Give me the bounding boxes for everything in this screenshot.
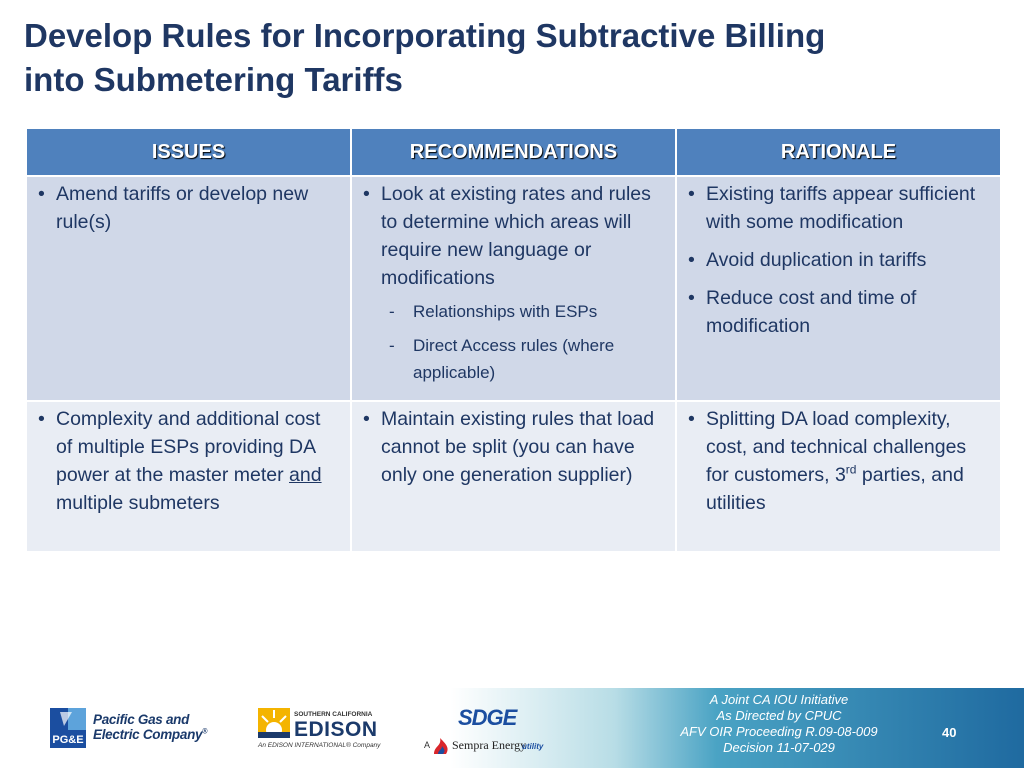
edison-name: EDISON (294, 718, 378, 741)
pge-line-1: Pacific Gas and (93, 712, 190, 727)
list-item (685, 405, 992, 517)
cell-recommendations (351, 176, 676, 401)
sempra-flame-icon (430, 736, 454, 756)
list-item: • Maintain existing rules that load cannot be split (you can have only one generation supplier) (360, 405, 667, 489)
table-row (26, 176, 1001, 401)
header-issues: ISSUES (26, 128, 351, 176)
list-item: • Amend tariffs or develop new rule(s) (35, 180, 342, 236)
cell-issues (26, 401, 351, 552)
initiative-line: As Directed by CPUC (716, 708, 842, 723)
issues-table (25, 127, 1002, 553)
text-part: Splitting DA load complexity, cost, and technical challenges for customers, 3 (706, 408, 967, 486)
initiative-line: Decision 11-07-029 (723, 740, 835, 755)
page-number: 40 (942, 725, 957, 740)
list-item (35, 405, 342, 517)
list-item: • Reduce cost and time of modification (685, 284, 992, 340)
pge-company-name (93, 712, 207, 742)
title-line-1: Develop Rules for Incorporating Subtractive Billing (24, 17, 826, 54)
pge-reg: ® (202, 728, 208, 736)
edison-sun-logo-icon (258, 708, 290, 738)
sempra-utility: utility (522, 742, 544, 751)
slide-title (24, 14, 984, 102)
initiative-line: AFV OIR Proceeding R.09-08-009 (680, 724, 878, 739)
title-line-2: into Submetering Tariffs (24, 61, 403, 98)
text-part: parties, and utilities (706, 464, 964, 514)
table-row (26, 401, 1001, 552)
text-part: multiple submeters (56, 492, 220, 514)
sub-list-item: - Relationships with ESPs (381, 298, 667, 325)
list-item: • Avoid duplication in tariffs (685, 246, 992, 274)
cell-rationale (676, 176, 1001, 401)
pge-line-2: Electric Company (93, 727, 203, 742)
initiative-notice (654, 692, 904, 756)
sdge-logo: SDGE (458, 705, 517, 730)
cell-rationale (676, 401, 1001, 552)
table-header-row (26, 128, 1001, 176)
cell-issues (26, 176, 351, 401)
cell-recommendations (351, 401, 676, 552)
text-part: Complexity and additional cost of multiple ESPs providing DA power at the master meter (56, 408, 321, 486)
pge-logo-text: PG&E (52, 734, 84, 746)
header-rationale: RATIONALE (676, 128, 1001, 176)
sub-list-item: - Direct Access rules (where applicable) (381, 332, 667, 386)
pge-logo-icon (50, 708, 86, 748)
sempra-prefix: A (424, 740, 431, 750)
edison-tagline: SOUTHERN CALIFORNIA (294, 711, 373, 718)
list-item (360, 180, 667, 386)
list-item: • Existing tariffs appear sufficient with some modification (685, 180, 992, 236)
superscript: rd (845, 462, 857, 477)
header-recommendations: RECOMMENDATIONS (351, 128, 676, 176)
initiative-line: A Joint CA IOU Initiative (709, 692, 849, 707)
edison-subtitle: An EDISON INTERNATIONAL® Company (258, 742, 381, 749)
underlined-word: and (289, 464, 322, 486)
bullet-text: Look at existing rates and rules to determine which areas will require new language or modifications (381, 183, 651, 289)
sempra-name: Sempra Energy (452, 738, 527, 752)
